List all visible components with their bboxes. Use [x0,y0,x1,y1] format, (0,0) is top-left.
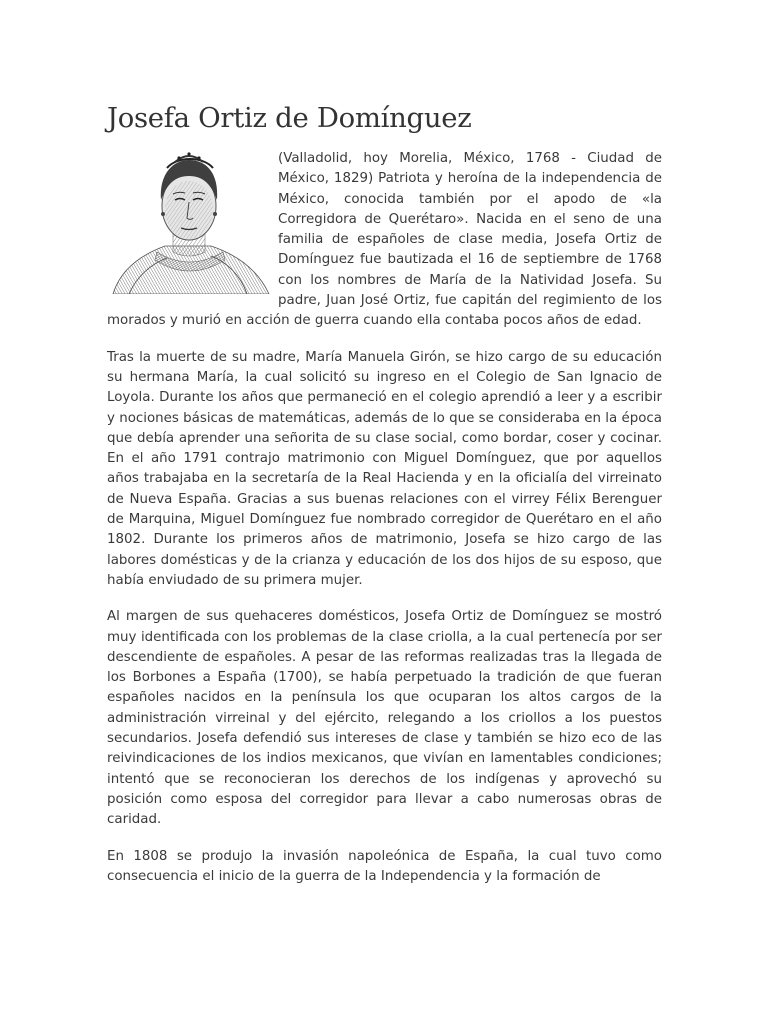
engraved-portrait-illustration [107,148,270,294]
document-page [107,0,662,888]
paragraph-4: En 1808 se produjo la invasión napoleónica de España, la cual tuvo como consecuencia el inicio de la guerra de la Independencia y la formación de [107,848,662,884]
paragraph-3: Al margen de sus quehaceres domésticos, Josefa Ortiz de Domínguez se mostró muy identificada con los problemas de la clase criolla, a la cual pertenecía por ser descendiente de españoles. A pesar de las reformas realizadas tras la llegada de los Borbones a España (1700), se había perpetuado la tradición de que fueran españoles nacidos en la península los que ocuparan los altos cargos de la administración virreinal y del ejército, relegando a los criollos a los puestos secundarios. Josefa defendió sus intereses de clase y también se hizo eco de las reivindicaciones de los indios mexicanos, que vivían en lamentables condiciones; intentó que se reconocieran los derechos de los indígenas y aprovechó su posición como esposa del corregidor para llevar a cabo numerosas obras de caridad. [107,609,662,828]
portrait-image [107,148,270,294]
paragraph-2: Tras la muerte de su madre, María Manuela Girón, se hizo cargo de su educación su hermana María, la cual solicitó su ingreso en el Colegio de San Ignacio de Loyola. Durante los años que permaneció en el colegio aprendió a leer y a escribir y nociones básicas de matemáticas, además de lo que se consideraba en la época que debía aprender una señorita de su clase social, como bordar, coser y cocinar. En el año 1791 contrajo matrimonio con Miguel Domínguez, que por aquellos años trabajaba en la secretaría de la Real Hacienda y en la oficialía del virreinato de Nueva España. Gracias a sus buenas relaciones con el virrey Félix Berenguer de Marquina, Miguel Domínguez fue nombrado corregidor de Querétaro en el año 1802. Durante los primeros años de matrimonio, Josefa se hizo cargo de las labores domésticas y de la crianza y educación de los dos hijos de su esposo, que había enviudado de su primera mujer. [107,349,662,588]
document-title: Josefa Ortiz de Domínguez [107,102,472,134]
paragraph-1: (Valladolid, hoy Morelia, México, 1768 - Ciudad de México, 1829) Patriota y heroína de la independencia de México, conocida también por el apodo de «la Corregidora de Querétaro». Nacida en el seno de una familia de españoles de clase media, Josefa Ortiz de Domínguez fue bautizada el 16 de septiembre de 1768 con los nombres de María de la Natividad Josefa. Su padre, Juan José Ortiz, fue capitán del regimiento de los morados y murió en acción de guerra cuando ella contaba pocos años de edad. [107,151,662,329]
